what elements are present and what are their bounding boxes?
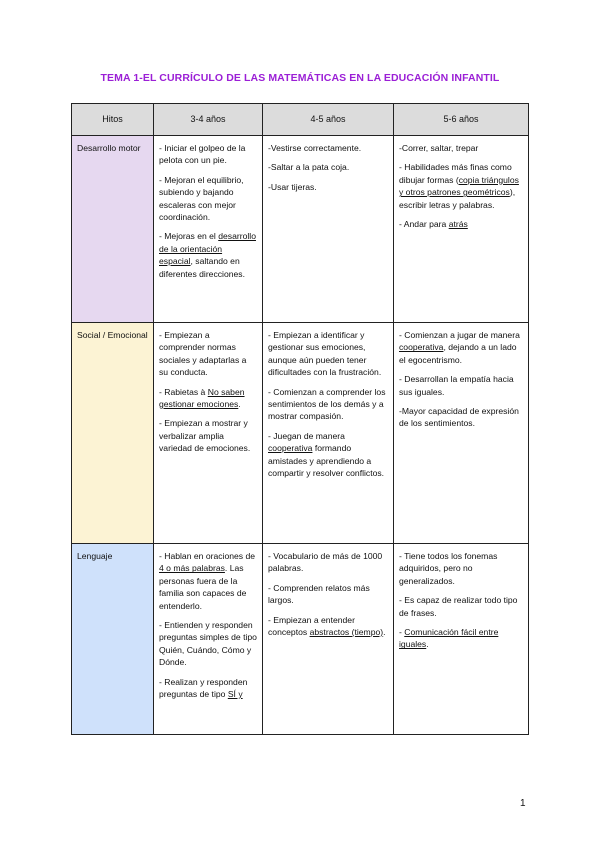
underlined-text: No saben gestionar emociones — [159, 386, 245, 410]
text-span: - Entienden y responden preguntas simples de tipo Quién, Cuándo, Cómo y Dónde. — [159, 620, 257, 668]
cell-paragraph — [399, 161, 523, 211]
underlined-text: Comunicación fácil entre iguales — [399, 627, 499, 650]
cell-5-6 — [394, 544, 529, 735]
cell-paragraph — [399, 329, 523, 366]
cell-3-4 — [154, 136, 263, 323]
cell-paragraph — [268, 386, 388, 423]
text-span: - Empiezan a comprender normas sociales y adaptarlas a su conducta. — [159, 330, 247, 378]
table-row — [72, 136, 529, 323]
cell-paragraph — [399, 405, 523, 430]
text-span: - Empiezan a mostrar y verbalizar amplia variedad de emociones. — [159, 418, 251, 454]
text-span: . Las personas fuera de la familia son capaces de entenderlo. — [159, 563, 247, 611]
text-span: - — [399, 627, 405, 638]
cell-3-4 — [154, 323, 263, 544]
cell-4-5 — [263, 544, 394, 735]
text-span: -Usar tijeras. — [268, 181, 317, 192]
text-span: - Iniciar el golpeo de la pelota con un pie. — [159, 143, 246, 166]
cell-paragraph — [268, 550, 388, 575]
header-3-4: 3-4 años — [154, 104, 263, 136]
text-span: - Mejoran el equilibrio, subiendo y bajando escaleras con mejor coordinación. — [159, 174, 244, 223]
row-label: Lenguaje — [72, 544, 154, 735]
table-row — [72, 323, 529, 544]
text-span: -Correr, saltar, trepar — [399, 143, 479, 153]
text-span: - Juegan de manera — [268, 430, 345, 441]
header-hitos: Hitos — [72, 104, 154, 136]
text-span: - Mejoras en el — [159, 231, 219, 242]
text-span: - Comienzan a comprender los sentimientos de los demás y a mostrar compasión. — [268, 386, 386, 422]
cell-paragraph — [268, 329, 388, 379]
text-span: - Empiezan a identificar y gestionar sus emociones, aunque aún pueden tener dificultades con la frustración. — [268, 330, 382, 378]
text-span: , dejando a un lado el egocentrismo. — [399, 342, 517, 365]
cell-5-6 — [394, 136, 529, 323]
underlined-text: cooperativa — [399, 342, 444, 353]
cell-paragraph — [159, 174, 257, 224]
text-span: - Habilidades más finas como dibujar formas ( — [399, 162, 512, 185]
header-4-5: 4-5 años — [263, 104, 394, 136]
row-label: Desarrollo motor — [72, 136, 154, 323]
cell-paragraph — [159, 329, 257, 379]
cell-paragraph — [268, 161, 388, 173]
text-span: - Comienzan a jugar de manera — [399, 330, 520, 340]
cell-paragraph — [159, 417, 257, 454]
cell-paragraph — [399, 373, 523, 398]
text-span: - Desarrollan la empatía hacia sus iguales. — [399, 374, 514, 397]
text-span: . — [383, 627, 386, 638]
text-span: , saltando en diferentes direcciones. — [159, 256, 245, 279]
text-span: - Tiene todos los fonemas adquiridos, pero no generalizados. — [399, 551, 498, 586]
cell-paragraph — [268, 614, 388, 639]
text-span: - Andar para — [399, 219, 449, 230]
cell-4-5 — [263, 136, 394, 323]
text-span: - Comprenden relatos más largos. — [268, 582, 370, 606]
text-span: formando amistades y aprendiendo a compartir y resolver conflictos. — [268, 443, 385, 479]
page-number: 1 — [520, 798, 526, 809]
underlined-text: copia triángulos y otros patrones geométricos — [399, 174, 519, 198]
text-span: . — [426, 639, 429, 650]
page-title: TEMA 1-EL CURRÍCULO DE LAS MATEMÁTICAS EN LA EDUCACIÓN INFANTIL — [100, 72, 500, 84]
cell-paragraph — [268, 181, 388, 193]
cell-paragraph — [159, 386, 257, 411]
underlined-text: abstractos (tiempo) — [309, 627, 384, 638]
underlined-text: desarrollo de la orientación espacial — [159, 231, 256, 267]
cell-4-5 — [263, 323, 394, 544]
cell-paragraph — [399, 594, 523, 619]
underlined-text: 4 o más palabras — [159, 563, 225, 574]
text-span: -Saltar a la pata coja. — [268, 162, 350, 173]
cell-paragraph — [399, 626, 523, 651]
cell-3-4 — [154, 544, 263, 735]
text-span: -Vestirse correctamente. — [268, 143, 362, 153]
underlined-text: cooperativa — [268, 443, 313, 454]
cell-paragraph — [399, 218, 523, 230]
cell-paragraph — [159, 230, 257, 280]
cell-paragraph — [268, 582, 388, 607]
cell-5-6 — [394, 323, 529, 544]
cell-paragraph — [159, 142, 257, 167]
underlined-text: atrás — [448, 219, 468, 230]
cell-paragraph — [268, 142, 388, 154]
text-span: - Rabietas à — [159, 386, 208, 397]
cell-paragraph — [159, 619, 257, 669]
text-span: . — [238, 399, 241, 410]
header-5-6: 5-6 años — [394, 104, 529, 136]
row-label: Social / Emocional — [72, 323, 154, 544]
text-span: - Realizan y responden preguntas de tipo — [159, 676, 248, 700]
text-span: - Vocabulario de más de 1000 palabras. — [268, 551, 383, 574]
text-span: -Mayor capacidad de expresión de los sentimientos. — [399, 406, 519, 429]
underlined-text: SÍ y — [227, 689, 243, 700]
cell-paragraph — [399, 142, 523, 154]
text-span: - Hablan en oraciones de — [159, 551, 256, 561]
text-span: - Es capaz de realizar todo tipo de frases. — [399, 595, 518, 618]
milestones-table — [71, 103, 529, 735]
table-header-row — [72, 104, 529, 136]
cell-paragraph — [399, 550, 523, 587]
text-span: - Empiezan a entender conceptos — [268, 614, 355, 638]
cell-paragraph — [159, 676, 257, 701]
cell-paragraph — [159, 550, 257, 612]
table-row — [72, 544, 529, 735]
text-span: ), escribir letras y palabras. — [399, 187, 516, 210]
cell-paragraph — [268, 430, 388, 480]
